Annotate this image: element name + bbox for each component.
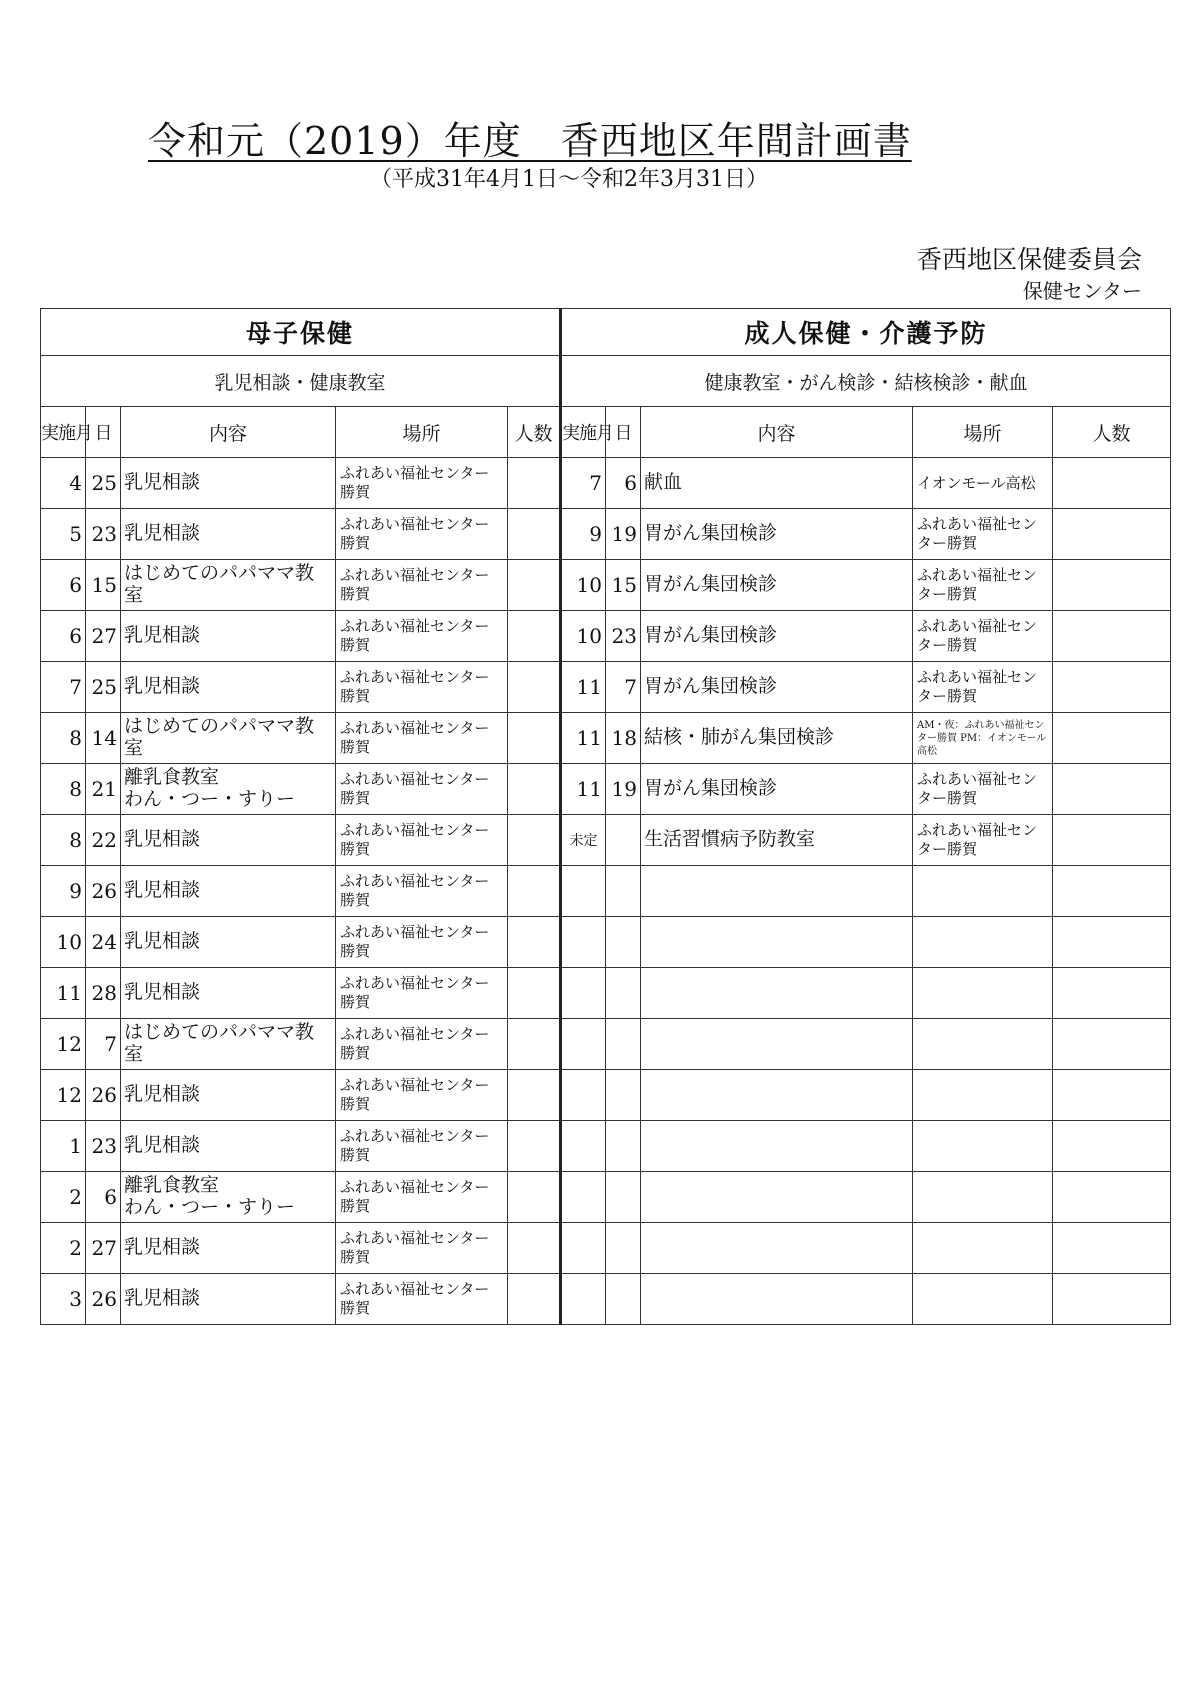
left-day-cell: 14 — [86, 713, 121, 764]
left-count-cell — [508, 713, 561, 764]
left-count-cell — [508, 1070, 561, 1121]
right-month-cell — [561, 1223, 606, 1274]
left-col-month: 実施月 — [41, 407, 86, 458]
right-place-cell — [913, 1070, 1053, 1121]
right-month-cell — [561, 1172, 606, 1223]
left-place-cell: ふれあい福祉センター勝賀 — [336, 1121, 508, 1172]
left-content-cell: 乳児相談 — [121, 1070, 336, 1121]
right-month-cell — [561, 1121, 606, 1172]
table-row — [41, 713, 1171, 764]
right-count-cell — [1053, 968, 1171, 1019]
right-col-place: 場所 — [913, 407, 1053, 458]
left-count-cell — [508, 815, 561, 866]
right-day-cell — [606, 866, 641, 917]
right-day-cell: 19 — [606, 509, 641, 560]
maternal-section-title: 母子保健 — [41, 309, 561, 356]
left-day-cell: 24 — [86, 917, 121, 968]
left-day-cell: 15 — [86, 560, 121, 611]
right-month-cell: 10 — [561, 560, 606, 611]
left-month-cell: 11 — [41, 968, 86, 1019]
right-place-cell — [913, 1274, 1053, 1325]
right-content-cell: 胃がん集団検診 — [641, 611, 913, 662]
adult-section-title: 成人保健・介護予防 — [561, 309, 1171, 356]
right-content-cell — [641, 866, 913, 917]
left-col-day: 日 — [86, 407, 121, 458]
right-place-cell — [913, 866, 1053, 917]
left-month-cell: 2 — [41, 1223, 86, 1274]
right-count-cell — [1053, 1223, 1171, 1274]
right-col-content: 内容 — [641, 407, 913, 458]
right-place-cell — [913, 1019, 1053, 1070]
right-content-cell: 生活習慣病予防教室 — [641, 815, 913, 866]
left-month-cell: 12 — [41, 1070, 86, 1121]
right-day-cell — [606, 968, 641, 1019]
left-place-cell: ふれあい福祉センター勝賀 — [336, 1070, 508, 1121]
right-count-cell — [1053, 866, 1171, 917]
right-day-cell: 6 — [606, 458, 641, 509]
left-count-cell — [508, 611, 561, 662]
right-day-cell: 23 — [606, 611, 641, 662]
left-col-place: 場所 — [336, 407, 508, 458]
period-text: （平成31年4月1日～令和2年3月31日） — [370, 167, 768, 192]
right-content-cell — [641, 917, 913, 968]
left-content-cell: 乳児相談 — [121, 1274, 336, 1325]
left-count-cell — [508, 1121, 561, 1172]
right-count-cell — [1053, 1019, 1171, 1070]
left-day-cell: 7 — [86, 1019, 121, 1070]
left-place-cell: ふれあい福祉センター勝賀 — [336, 764, 508, 815]
right-month-cell — [561, 968, 606, 1019]
right-month-cell — [561, 866, 606, 917]
right-content-cell — [641, 1070, 913, 1121]
right-count-cell — [1053, 458, 1171, 509]
table-row — [41, 1070, 1171, 1121]
left-content-cell: 乳児相談 — [121, 968, 336, 1019]
left-month-cell: 2 — [41, 1172, 86, 1223]
left-place-cell: ふれあい福祉センター勝賀 — [336, 662, 508, 713]
left-count-cell — [508, 1274, 561, 1325]
right-content-cell — [641, 1274, 913, 1325]
right-month-cell: 11 — [561, 713, 606, 764]
left-day-cell: 23 — [86, 1121, 121, 1172]
left-count-cell — [508, 560, 561, 611]
table-row — [41, 1274, 1171, 1325]
right-month-cell: 9 — [561, 509, 606, 560]
right-col-count: 人数 — [1053, 407, 1171, 458]
right-place-cell: ふれあい福祉センター勝賀 — [913, 815, 1053, 866]
left-month-cell: 10 — [41, 917, 86, 968]
table-row — [41, 815, 1171, 866]
right-col-day: 日 — [606, 407, 641, 458]
right-day-cell — [606, 1172, 641, 1223]
left-col-count: 人数 — [508, 407, 561, 458]
left-count-cell — [508, 509, 561, 560]
page-title: 令和元（2019）年度 香西地区年間計画書 — [148, 119, 912, 163]
right-month-cell — [561, 1274, 606, 1325]
table-row — [41, 611, 1171, 662]
left-content-cell: 乳児相談 — [121, 917, 336, 968]
left-col-content: 内容 — [121, 407, 336, 458]
left-month-cell: 7 — [41, 662, 86, 713]
left-content-cell: 離乳食教室 わん・つー・すりー — [121, 1172, 336, 1223]
plan-table — [40, 308, 1171, 1325]
left-month-cell: 4 — [41, 458, 86, 509]
right-place-cell: AM・夜：ふれあい福祉センター勝賀 PM：イオンモール高松 — [913, 713, 1053, 764]
table-row — [41, 1172, 1171, 1223]
left-count-cell — [508, 968, 561, 1019]
left-day-cell: 23 — [86, 509, 121, 560]
right-day-cell — [606, 815, 641, 866]
right-day-cell: 15 — [606, 560, 641, 611]
sub-organization-name: 保健センター — [1022, 279, 1142, 303]
left-count-cell — [508, 662, 561, 713]
left-day-cell: 26 — [86, 1274, 121, 1325]
left-content-cell: はじめてのパパママ教室 — [121, 713, 336, 764]
maternal-section-subtitle: 乳児相談・健康教室 — [41, 356, 561, 407]
plan-table-wrapper — [40, 308, 1170, 1325]
left-month-cell: 5 — [41, 509, 86, 560]
right-month-cell: 10 — [561, 611, 606, 662]
table-row — [41, 866, 1171, 917]
table-row — [41, 917, 1171, 968]
right-month-cell — [561, 1019, 606, 1070]
right-content-cell — [641, 1223, 913, 1274]
right-month-cell: 未定 — [561, 815, 606, 866]
left-content-cell: 乳児相談 — [121, 509, 336, 560]
right-day-cell: 7 — [606, 662, 641, 713]
right-count-cell — [1053, 917, 1171, 968]
right-count-cell — [1053, 560, 1171, 611]
left-place-cell: ふれあい福祉センター勝賀 — [336, 458, 508, 509]
left-content-cell: 乳児相談 — [121, 1121, 336, 1172]
left-place-cell: ふれあい福祉センター勝賀 — [336, 1172, 508, 1223]
organization-name: 香西地区保健委員会 — [916, 245, 1142, 274]
left-day-cell: 26 — [86, 866, 121, 917]
left-place-cell: ふれあい福祉センター勝賀 — [336, 968, 508, 1019]
left-place-cell: ふれあい福祉センター勝賀 — [336, 917, 508, 968]
right-day-cell — [606, 917, 641, 968]
right-month-cell: 11 — [561, 662, 606, 713]
left-month-cell: 8 — [41, 815, 86, 866]
right-place-cell — [913, 1223, 1053, 1274]
left-content-cell: 乳児相談 — [121, 815, 336, 866]
left-place-cell: ふれあい福祉センター勝賀 — [336, 713, 508, 764]
right-count-cell — [1053, 1070, 1171, 1121]
right-count-cell — [1053, 611, 1171, 662]
right-place-cell: ふれあい福祉センター勝賀 — [913, 662, 1053, 713]
left-content-cell: 乳児相談 — [121, 1223, 336, 1274]
right-count-cell — [1053, 1274, 1171, 1325]
left-place-cell: ふれあい福祉センター勝賀 — [336, 815, 508, 866]
table-row — [41, 764, 1171, 815]
right-content-cell: 献血 — [641, 458, 913, 509]
table-row — [41, 560, 1171, 611]
left-place-cell: ふれあい福祉センター勝賀 — [336, 1274, 508, 1325]
table-row — [41, 968, 1171, 1019]
left-month-cell: 3 — [41, 1274, 86, 1325]
left-day-cell: 28 — [86, 968, 121, 1019]
right-content-cell — [641, 1172, 913, 1223]
right-count-cell — [1053, 1172, 1171, 1223]
left-content-cell: はじめてのパパママ教室 — [121, 1019, 336, 1070]
table-row — [41, 1121, 1171, 1172]
table-row — [41, 1223, 1171, 1274]
left-place-cell: ふれあい福祉センター勝賀 — [336, 611, 508, 662]
right-place-cell: ふれあい福祉センター勝賀 — [913, 611, 1053, 662]
right-content-cell — [641, 1121, 913, 1172]
left-month-cell: 9 — [41, 866, 86, 917]
table-row — [41, 509, 1171, 560]
left-month-cell: 12 — [41, 1019, 86, 1070]
right-content-cell: 胃がん集団検診 — [641, 560, 913, 611]
right-day-cell — [606, 1121, 641, 1172]
left-count-cell — [508, 458, 561, 509]
right-day-cell — [606, 1070, 641, 1121]
left-day-cell: 21 — [86, 764, 121, 815]
table-row — [41, 1019, 1171, 1070]
left-count-cell — [508, 1019, 561, 1070]
right-place-cell: ふれあい福祉センター勝賀 — [913, 560, 1053, 611]
left-count-cell — [508, 1223, 561, 1274]
right-day-cell: 18 — [606, 713, 641, 764]
left-place-cell: ふれあい福祉センター勝賀 — [336, 1223, 508, 1274]
right-count-cell — [1053, 1121, 1171, 1172]
right-count-cell — [1053, 764, 1171, 815]
left-content-cell: はじめてのパパママ教室 — [121, 560, 336, 611]
left-day-cell: 6 — [86, 1172, 121, 1223]
left-content-cell: 乳児相談 — [121, 458, 336, 509]
right-content-cell: 胃がん集団検診 — [641, 662, 913, 713]
left-month-cell: 6 — [41, 560, 86, 611]
adult-section-subtitle: 健康教室・がん検診・結核検診・献血 — [561, 356, 1171, 407]
right-month-cell: 11 — [561, 764, 606, 815]
right-place-cell: ふれあい福祉センター勝賀 — [913, 764, 1053, 815]
left-count-cell — [508, 1172, 561, 1223]
right-content-cell: 結核・肺がん集団検診 — [641, 713, 913, 764]
right-day-cell: 19 — [606, 764, 641, 815]
left-content-cell: 乳児相談 — [121, 662, 336, 713]
left-day-cell: 27 — [86, 611, 121, 662]
left-place-cell: ふれあい福祉センター勝賀 — [336, 509, 508, 560]
right-col-month: 実施月 — [561, 407, 606, 458]
right-count-cell — [1053, 815, 1171, 866]
left-month-cell: 6 — [41, 611, 86, 662]
right-month-cell — [561, 917, 606, 968]
right-count-cell — [1053, 509, 1171, 560]
right-day-cell — [606, 1019, 641, 1070]
left-day-cell: 22 — [86, 815, 121, 866]
right-day-cell — [606, 1274, 641, 1325]
right-place-cell: イオンモール高松 — [913, 458, 1053, 509]
left-day-cell: 27 — [86, 1223, 121, 1274]
right-month-cell: 7 — [561, 458, 606, 509]
left-month-cell: 8 — [41, 713, 86, 764]
table-row — [41, 662, 1171, 713]
left-day-cell: 25 — [86, 458, 121, 509]
left-place-cell: ふれあい福祉センター勝賀 — [336, 560, 508, 611]
table-row — [41, 458, 1171, 509]
right-count-cell — [1053, 713, 1171, 764]
right-content-cell — [641, 968, 913, 1019]
left-month-cell: 1 — [41, 1121, 86, 1172]
right-place-cell — [913, 968, 1053, 1019]
left-day-cell: 26 — [86, 1070, 121, 1121]
right-content-cell: 胃がん集団検診 — [641, 764, 913, 815]
left-content-cell: 離乳食教室 わん・つー・すりー — [121, 764, 336, 815]
left-day-cell: 25 — [86, 662, 121, 713]
left-month-cell: 8 — [41, 764, 86, 815]
right-day-cell — [606, 1223, 641, 1274]
left-count-cell — [508, 866, 561, 917]
right-place-cell — [913, 1172, 1053, 1223]
left-content-cell: 乳児相談 — [121, 611, 336, 662]
left-content-cell: 乳児相談 — [121, 866, 336, 917]
right-month-cell — [561, 1070, 606, 1121]
right-place-cell — [913, 1121, 1053, 1172]
right-content-cell — [641, 1019, 913, 1070]
right-place-cell: ふれあい福祉センター勝賀 — [913, 509, 1053, 560]
left-count-cell — [508, 764, 561, 815]
right-place-cell — [913, 917, 1053, 968]
left-count-cell — [508, 917, 561, 968]
right-count-cell — [1053, 662, 1171, 713]
right-content-cell: 胃がん集団検診 — [641, 509, 913, 560]
left-place-cell: ふれあい福祉センター勝賀 — [336, 1019, 508, 1070]
left-place-cell: ふれあい福祉センター勝賀 — [336, 866, 508, 917]
